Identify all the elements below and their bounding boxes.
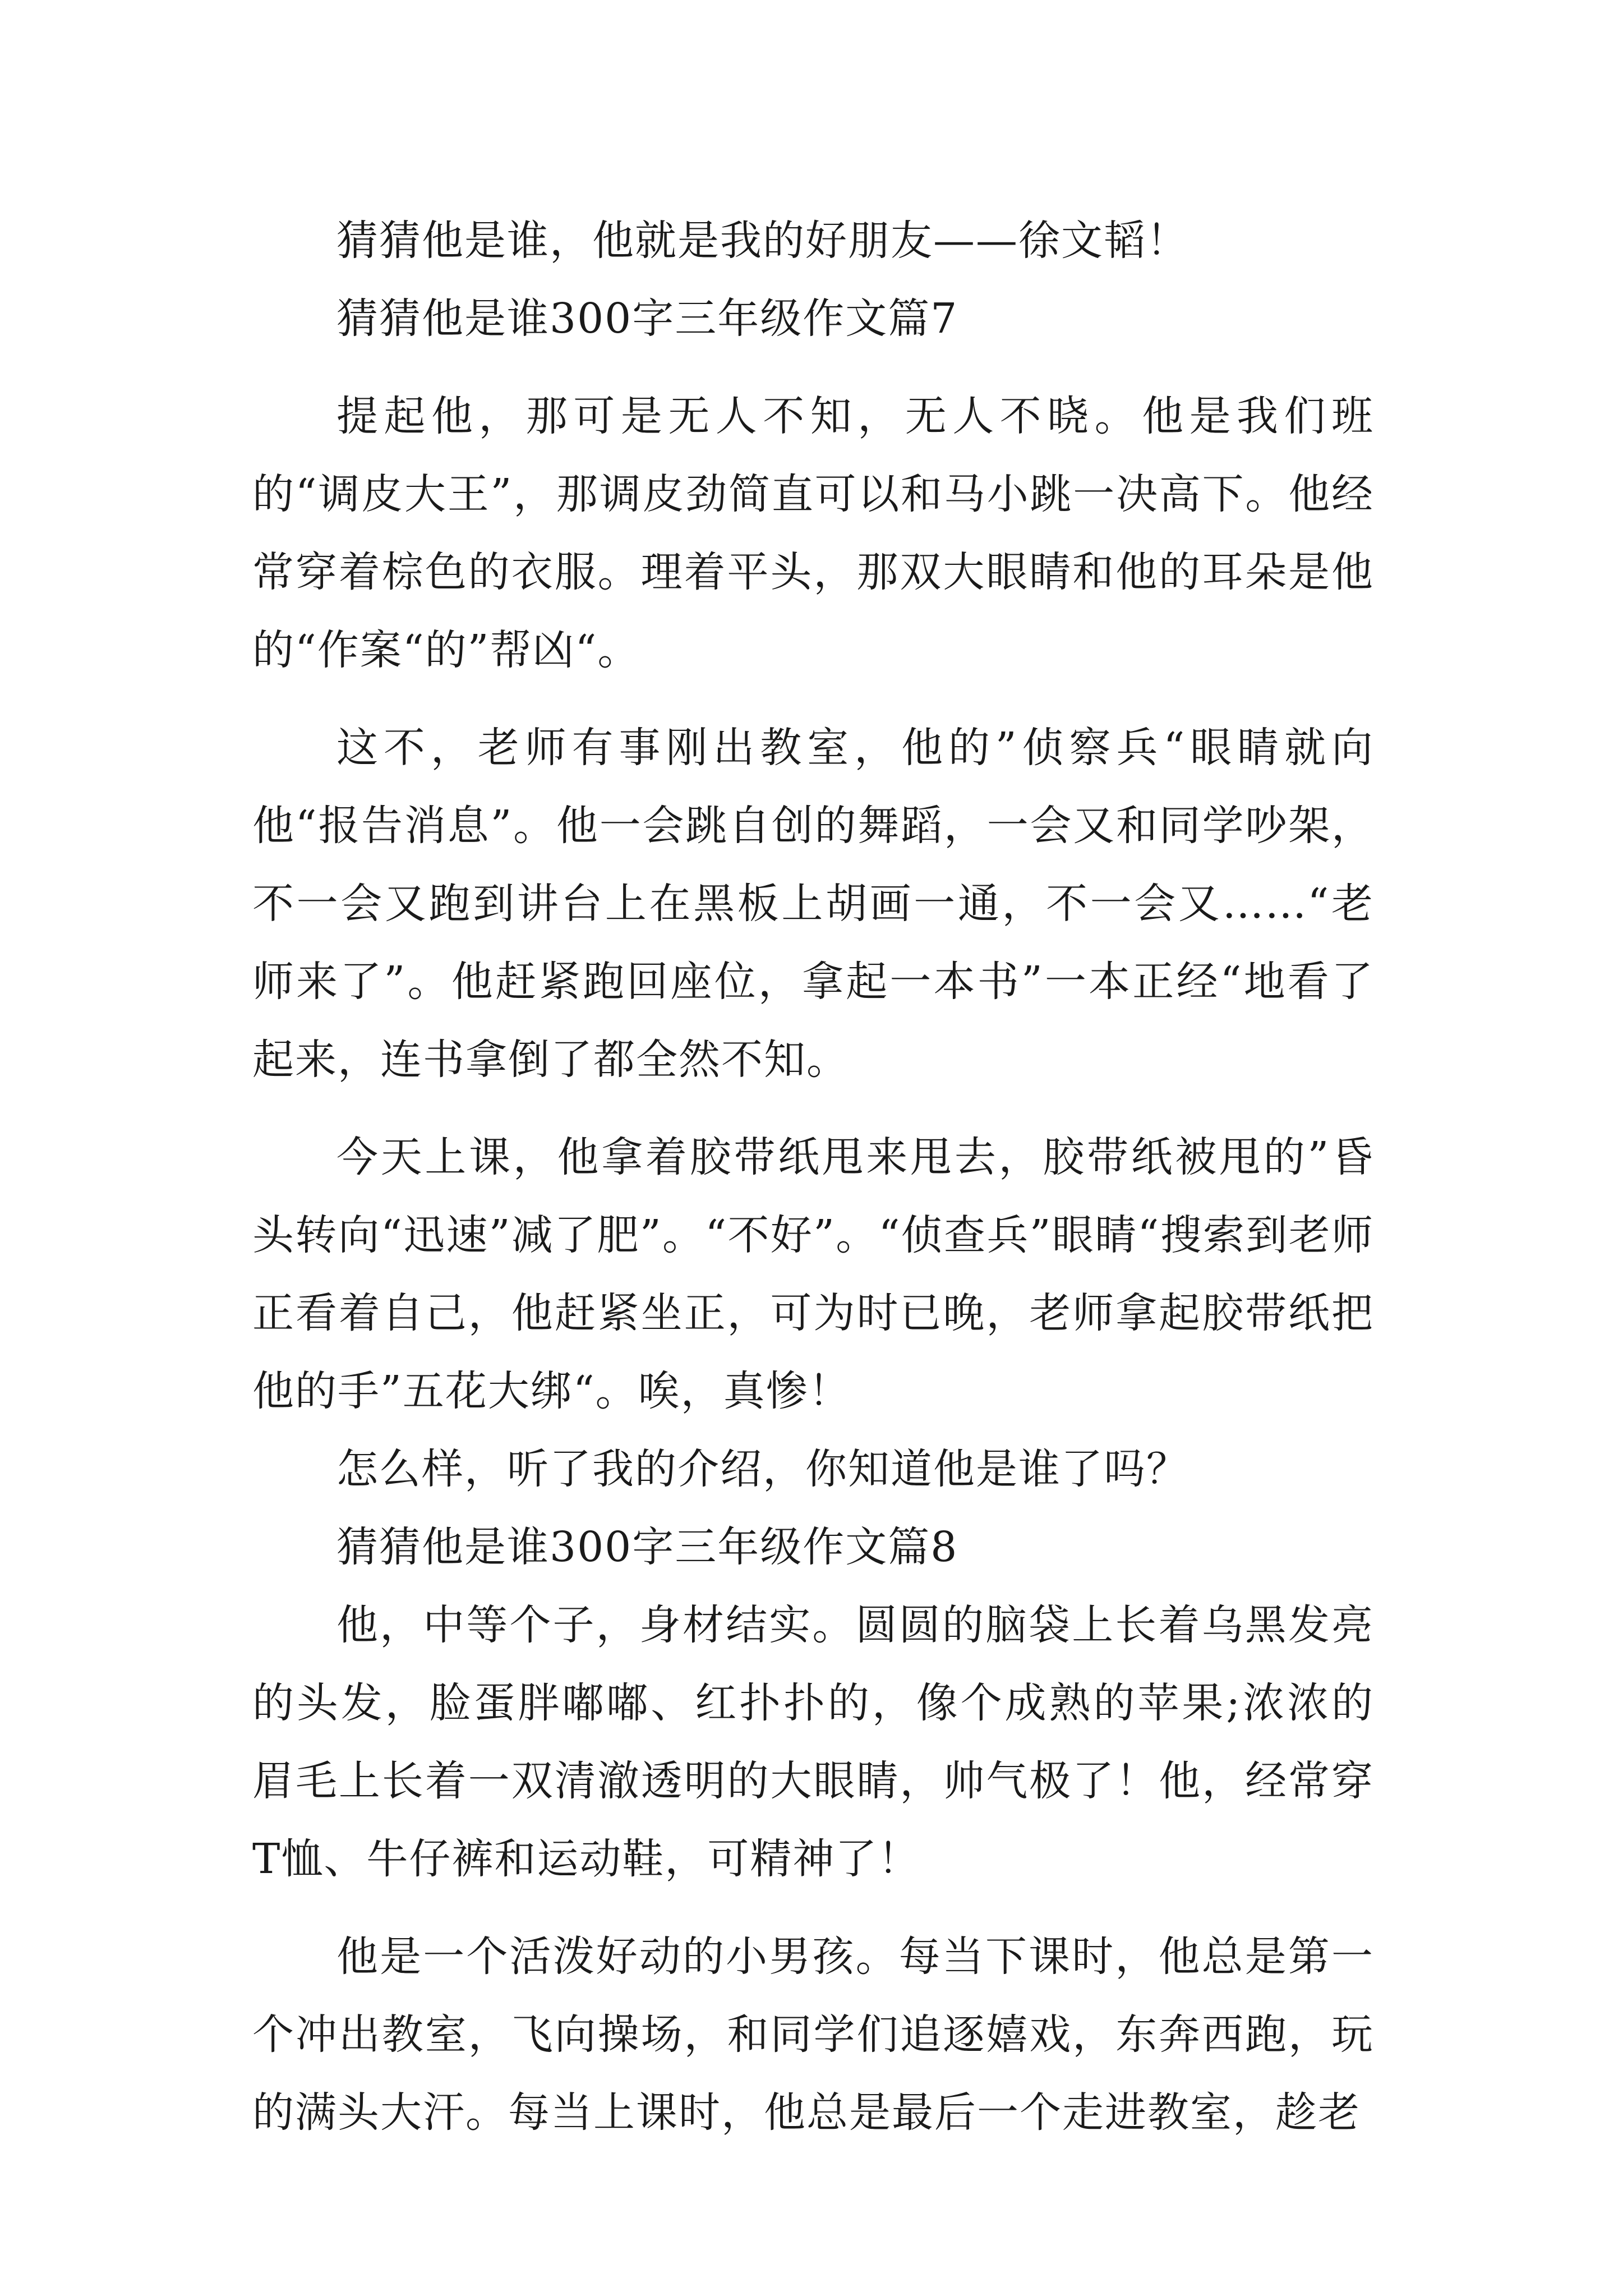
section-title-8: 猜猜他是谁300字三年级作文篇8 [336, 1523, 958, 1571]
section-title-7: 猜猜他是谁300字三年级作文篇7 [336, 295, 958, 343]
document-body [252, 202, 1374, 2152]
paragraph: 他，中等个子，身材结实。圆圆的脑袋上长着乌黑发亮的头发，脸蛋胖嘟嘟、红扑扑的，像个成熟的苹果;浓浓的眉毛上长着一双清澈透明的大眼睛，帅气极了！他，经常穿T恤、牛仔裤和运动鞋，可精神了！ [252, 1601, 1374, 1883]
paragraph: 提起他，那可是无人不知，无人不晓。他是我们班的“调皮大王”，那调皮劲简直可以和马小跳一决高下。他经常穿着棕色的衣服。理着平头，那双大眼睛和他的耳朵是他的“作案“的”帮凶“。 [252, 392, 1374, 674]
paragraph: 他是一个活泼好动的小男孩。每当下课时，他总是第一个冲出教室，飞向操场，和同学们追逐嬉戏，东奔西跑，玩的满头大汗。每当上课时，他总是最后一个走进教室，趁老 [252, 1932, 1374, 2137]
paragraph: 这不，老师有事刚出教室，他的”侦察兵“眼睛就向他“报告消息”。他一会跳自创的舞蹈，一会又和同学吵架，不一会又跑到讲台上在黑板上胡画一通，不一会又……“老师来了”。他赶紧跑回座位，拿起一本书”一本正经“地看了起来，连书拿倒了都全然不知。 [252, 724, 1374, 1084]
closing-line: 猜猜他是谁，他就是我的好朋友——徐文韬！ [336, 217, 1189, 265]
paragraph: 今天上课，他拿着胶带纸甩来甩去，胶带纸被甩的”昏头转向“迅速”减了肥”。“不好”。“侦查兵”眼睛“搜索到老师正看着自己，他赶紧坐正，可为时已晚，老师拿起胶带纸把他的手”五花大绑“。唉，真惨！ [252, 1133, 1374, 1415]
closing-question: 怎么样，听了我的介绍，你知道他是谁了吗？ [336, 1445, 1189, 1493]
